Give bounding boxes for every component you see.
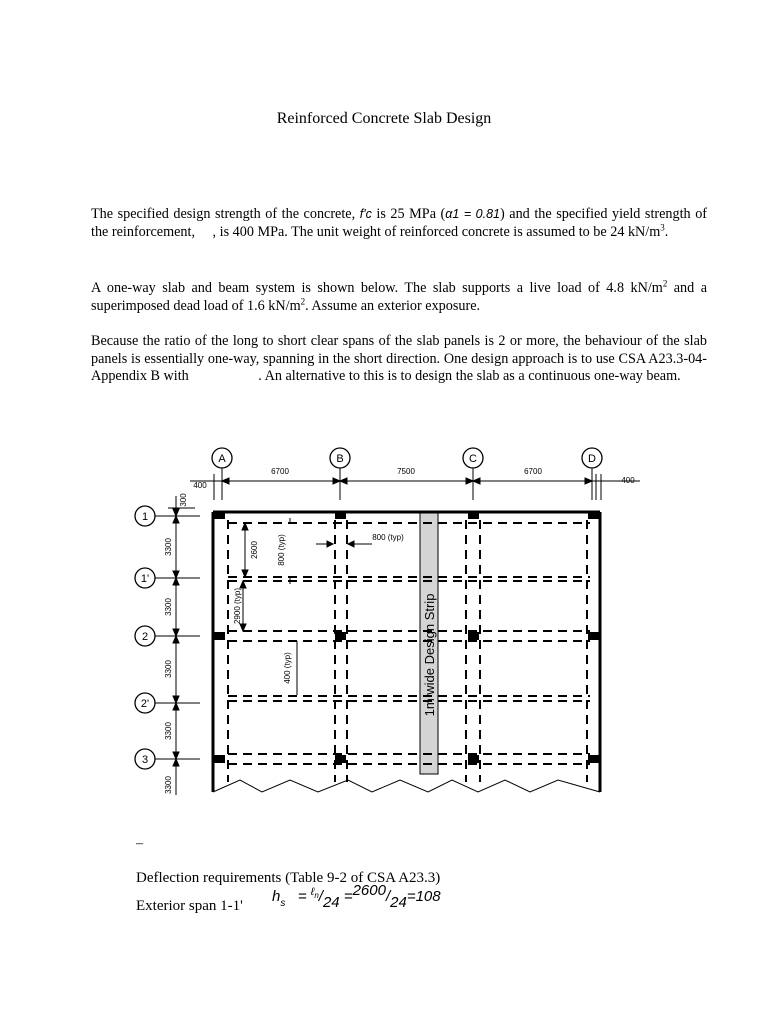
edge-label-right: 400 — [621, 476, 635, 485]
exterior-span-label: Exterior span 1-1' — [136, 898, 243, 914]
slab-plan-drawing — [0, 440, 768, 810]
p1-text-c: ) and the specified yield strength of the reinforcement, — [91, 206, 708, 240]
eq-ln: ℓ — [310, 886, 315, 898]
row-dim-2: 3300 — [164, 598, 173, 616]
eq-ln-sub: n — [314, 891, 319, 900]
dim-2600: 2600 — [250, 541, 259, 559]
design-strip-label: 1m wide Design Strip — [422, 593, 437, 717]
eq-denominator-2: 24 — [390, 894, 407, 911]
p2-text-a: A one-way slab and beam system is shown below. The slab supports a live load of 4.8 kN/m — [91, 280, 663, 296]
top-dimensions — [190, 474, 640, 500]
p3-text-b: . An alternative to this is to design the slab as a continuous one-way beam. — [258, 368, 681, 384]
p2-text-b: and a superimposed dead load of 1.6 kN/m — [91, 280, 707, 314]
eq-lhs: h — [272, 888, 281, 905]
fc-symbol: f'c — [359, 207, 372, 221]
grid-label-3: 3 — [141, 754, 149, 766]
columns — [214, 511, 599, 763]
dash-mark: – — [136, 836, 143, 851]
dim-400: 400 (typ) — [283, 652, 292, 684]
grid-label-c: C — [469, 453, 477, 465]
span-label-ab: 6700 — [271, 467, 289, 476]
eq-lhs-sub: s — [280, 898, 286, 909]
p1-text-d: , is 400 MPa. The unit weight of reinforced concrete is assumed to be 24 kN/m — [212, 223, 661, 240]
eq-result: 108 — [415, 888, 441, 905]
p1-text-b: is 25 MPa ( — [376, 206, 446, 222]
span-label-bc: 7500 — [397, 467, 415, 476]
grid-label-d: D — [588, 453, 596, 465]
eq-numerator-2: 2600 — [352, 882, 386, 899]
row-dim-5: 3300 — [164, 776, 173, 794]
paragraph-approach — [91, 333, 707, 386]
p1-text-e: . — [664, 223, 669, 240]
p1-sup: 3 — [660, 221, 665, 232]
eq-denominator-1: 24 — [322, 894, 340, 911]
deflection-heading: Deflection requirements (Table 9-2 of CSA A23.3) — [136, 870, 441, 886]
paragraph-material-properties — [91, 206, 707, 241]
dim-800-horizontal: 800 (typ) — [372, 533, 404, 542]
row-dim-1: 3300 — [164, 538, 173, 556]
p2-text-c: . Assume an exterior exposure. — [305, 297, 481, 314]
row-dim-3: 3300 — [164, 660, 173, 678]
edge-label-left: 400 — [193, 481, 207, 490]
grid-label-2p: 2' — [140, 698, 150, 710]
dim-800-vertical: 800 (typ) — [277, 534, 286, 566]
paragraph-loads — [91, 280, 707, 315]
alpha-value: α1 = 0.81 — [445, 207, 500, 221]
p2-sup-b: 2 — [300, 295, 306, 306]
grid-label-1p: 1' — [140, 573, 150, 585]
p1-text-a: The specified design strength of the concrete, — [91, 206, 356, 222]
p3-text-a: Because the ratio of the long to short clear spans of the slab panels is 2 or more, the behaviour of the slab panels is essentially one-way, spanning in the short direction. One design approach is to use CSA A23.3-04-Appendix B with — [91, 333, 707, 384]
grid-label-b: B — [336, 453, 344, 465]
span-label-cd: 6700 — [524, 467, 542, 476]
p2-sup-a: 2 — [662, 278, 668, 289]
grid-label-1: 1 — [141, 511, 149, 523]
grid-label-a: A — [218, 453, 226, 465]
interior-dimensions — [240, 518, 372, 695]
break-line — [213, 780, 600, 792]
top-offset-label: 300 — [179, 493, 188, 507]
row-dim-4: 3300 — [164, 722, 173, 740]
deflection-equation: $h_s = ^{\ell n}/24 =2600/24=108$ — [272, 882, 441, 911]
grid-label-2: 2 — [141, 631, 149, 643]
dim-2900: 2900 (typ) — [233, 587, 242, 625]
page-title: Reinforced Concrete Slab Design — [276, 110, 492, 127]
